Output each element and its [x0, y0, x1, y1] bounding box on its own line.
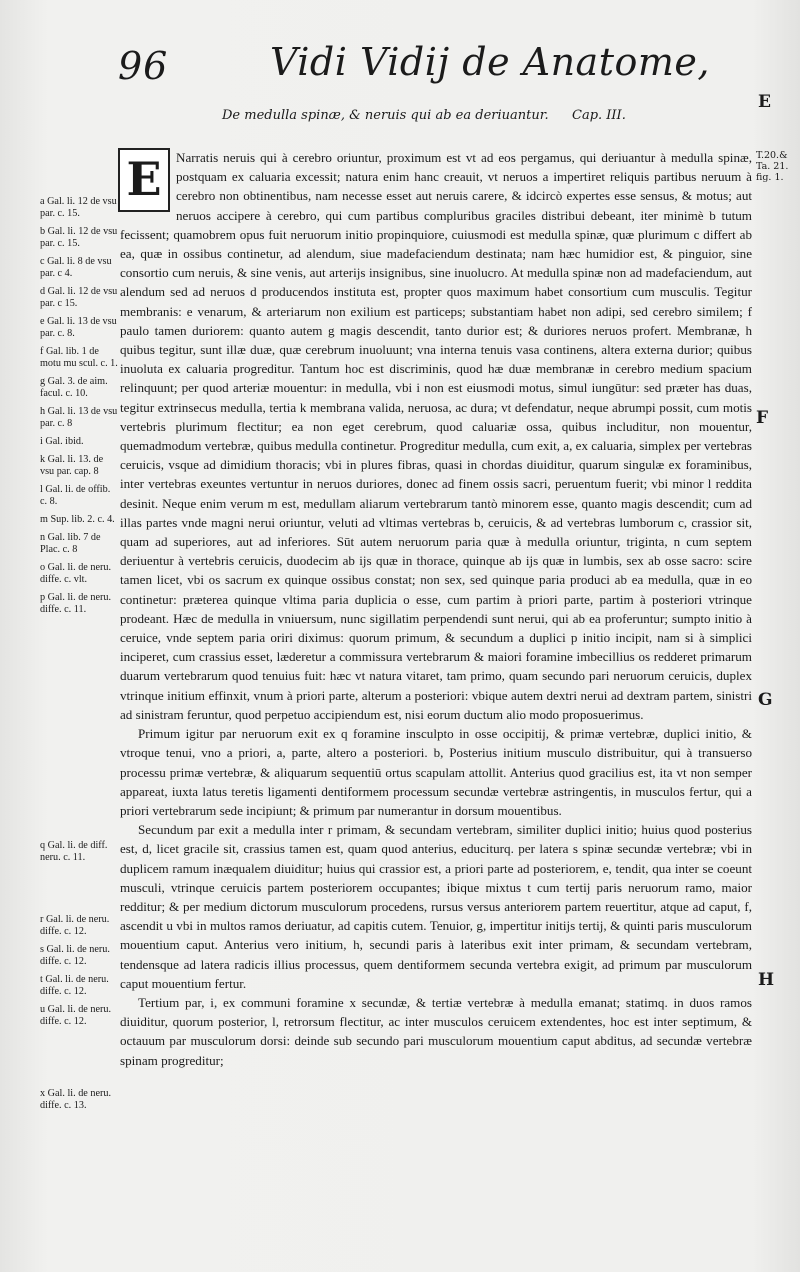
chapter-number: Cap. III. — [572, 108, 626, 123]
paragraph: Secundum par exit a medulla inter r primam, & secundam vertebram, similiter duplici initio; huius quod posterius est, d, licet gracile sit, crassius tamen est, quam quod anterius, educiturq. per latera s spinæ secundæ vertebræ; vbi in duplicem ramum inæqualem diuiditur; huius qui crassior est, a priori parte ad posteriorem, e, tendit, qua inter se coeunt musculi, vtrinque ceruicis partem posteriorem occupantes; ibique mixtus t cum tertij paris neruorum ramo, maior redditur; & per medium dictorum musculorum procedens, rursus versus anteriorem partem reuertitur, atque ad caput, f, ascendit u vbi in multos ramos deriuatur, ad capitis cutem. Tenuior, g, impertitur initijs tertij, & quinti paris musculorum mouentium caput. Anterius vero initium, h, secundi paris à lateribus exit inter primam, & secundam vertebram, tendensque ad latera radicis illius processus, quem dentiformem secunda vertebra exigit, ad primum par musculorum caput mouentium fertur. — [120, 822, 752, 991]
side-note: d Gal. li. 12 de vsu par. c 15. — [40, 286, 118, 309]
paragraph: Narratis neruis qui à cerebro oriuntur, proximum est vt ad eos pergamus, qui deriuantur à medulla spinæ, postquam ex caluaria excessit; natura enim hanc creauit, vt neruos a impertiret reliquis partibus neruum à cerebro non obtinentibus, nam necesse esset aut neruis carere, & idcircò expertes esse sensus, & motus; aut neruos accipere à cerebro, qui cum partibus compluribus graciles distribui debeant, iter minimè b tutum fecissent; quamobrem opus fuit neruorum initio propinquiore, cuiusmodi est medulla spinæ, quæ plurimum c differt ab ea, quæ in ossibus continetur, ad alendum, siue madefaciendum destinata; nam hæc humidior est, & pinguior, sine consortio cum neruis, & sine venis, aut arterijs insignibus, sine inuolucro. At medulla spinæ non ad madefaciendum, aut alendum sed ad neruos d producendos instituta est, propter quos maximum habet consortium cum musculis. Tegitur membranis: e venarum, & arteriarum non exilium est particeps; substantiam habet non adipi, sed cerebro similem; f paulo tamen duriorem: quanto autem g magis descendit, tanto durior est; & duriores neruos profert. Membranæ, h quibus tegitur, sunt illæ duæ, quæ cerebrum inuoluunt; vna interna tenuis vasa continens, altera externa durior; quibus inuoluta ex caluaria progreditur. Tantum hoc est discriminis, quod hæ duæ membranæ in cerebro medium spacium relinquunt; per quod arteriæ mouentur: in medulla, vbi i non est eiusmodi motus, simul iungūtur: sed præter has duas, tegitur extrinsecus medulla, tertia k membrana valida, neruosa, ac dura; vt defendatur, neque abrumpi possit, cum motis vertebris plurimum flectitur; ea non eget cerebrum, quod caluariæ ossa, quibus includitur, non mouentur, quemadmodum vertebræ, quibus medulla continetur. Progreditur medulla, cum exit, a, ex caluaria, simplex per vertebras ceruicis, vsque ad dimidium thoracis; vbi in plures fibras, quasi in chordas diuiditur, quarum singulæ ex foraminibus, inter vertebras exeuntes vertuntur in neruos duriores, donec ad finem ossis sacri, peruentum fuerit; vbi minor l reddita desinit. Neque enim verum m est, medullam aliarum vertebrarum tantò minorem esse, quanto magis descendit; cum ad illas partes vnde magni nerui oriuntur, veluti ad vltimas vertebras b, ceruicis, & ad vertebras lumborum c, crassior sit, quam ad superiores, aut ad inferiores. Sūt autem neruorum paria quæ à medulla oriuntur, triginta, n cum septem deriuentur à vertebris ceruicis, duodecim ab ijs quæ in thorace, quinque ab ijs quæ in lumbis, sex ab osse sacro: scire tamen licet, vbi os sacrum ex quinque ossibus constat; non sex, sed quinque paria produci ab ea medulla, quæ in eo continetur: præterea quinque vltima paria duplicia o esse, cum partim à priori parte, partim à posteriori vtrinque prodeant. Hæc de medulla in vniuersum, nunc sigillatim perpendendi sunt nerui, qui ab ea proferuntur; sumpto initio à ceruice, vnde septem paria oriri diximus: quorum primum, & secundum a duplici p initio incipit, nam si à simplici inciperet, cum crassius esset, læderetur a commissura vertebrarum & maiori foramine imbecillius os redderet primarum duarum vertebrarum quod tenuius fuit: hæc vt natura vitaret, tam primo, quam secundo pari neruorum ceruicis, duplex vtrinque initium effinxit, vnum à priori parte, alterum a posteriori: vbique autem dextri nerui ad dextram partem, sinistri ad sinistram feruntur, quod perpetuo accipiendum est, nisi eorum ductum alio modo proposuerimus. — [120, 150, 752, 722]
chapter-heading — [222, 108, 662, 123]
running-title: Vidi Vidij de Anatome, — [270, 40, 710, 84]
side-note: c Gal. li. 8 de vsu par. c 4. — [40, 256, 112, 279]
chapter-title: De medulla spinæ, & neruis qui ab ea deriuantur. — [222, 108, 549, 123]
paragraph: Tertium par, i, ex communi foramine x secundæ, & tertiæ vertebræ à medulla emanat; statimq. in duos ramos diuiditur, quorum posterior, l, retrorsum flectitur, ac inter musculos ceruicem extendentes, hoc est inter septimum, & octauum par musculorum dorsi: deinde sub secundo pari musculorum mouentium caput abditus, ad secundæ vertebræ spinam progreditur; — [120, 994, 752, 1068]
side-note: p Gal. li. de neru. diffe. c. 11. — [40, 592, 112, 615]
side-note: n Gal. lib. 7 de Plac. c. 8 — [40, 532, 101, 555]
side-note: m Sup. lib. 2. c. 4. — [40, 514, 115, 525]
side-note: l Gal. li. de offib. c. 8. — [40, 484, 111, 507]
side-note: e Gal. li. 13 de vsu par. c. 8. — [40, 316, 117, 339]
side-note: a Gal. li. 12 de vsu par. c. 15. — [40, 196, 117, 219]
side-note: k Gal. li. 13. de vsu par. cap. 8 — [40, 454, 104, 477]
margin-letter-g: G — [758, 690, 773, 710]
side-notes-block-1 — [40, 196, 118, 622]
margin-letter-e: E — [758, 92, 771, 112]
side-note: u Gal. li. de neru. diffe. c. 12. — [40, 1004, 112, 1027]
side-note: s Gal. li. de neru. diffe. c. 12. — [40, 944, 110, 967]
body-text — [120, 148, 752, 1070]
right-margin-note: T.20.& Ta. 21. fig. 1. — [756, 150, 789, 183]
side-note: g Gal. 3. de aim. facul. c. 10. — [40, 376, 108, 399]
side-note: i Gal. ibid. — [40, 436, 84, 447]
margin-letter-f: F — [756, 408, 769, 428]
side-note: h Gal. li. 13 de vsu par. c. 8 — [40, 406, 118, 429]
side-note: q Gal. li. de diff. neru. c. 11. — [40, 840, 108, 863]
paragraph: Primum igitur par neruorum exit ex q foramine insculpto in osse occipitij, & primæ vertebræ, duplici initio, & vtroque tenui, vno a priori, a, parte, altero a posteriori. b, Posterius initium musculo distribuitur, qui à transuerso processu primæ vertebræ, & aliquarum sequentiū ortus scapulam attollit. Anterius quod gracilius est, ita vt non semper appareat, iuxta latus teretis ligamenti dentiformem processum secundæ vertebræ astringentis, in musculos fertur, qui a priori vertebrarum sede incipiunt; & primum par numerantur in dorsum mouentibus. — [120, 726, 752, 818]
side-note: b Gal. li. 12 de vsu par. c. 15. — [40, 226, 118, 249]
side-note: f Gal. lib. 1 de motu mu scul. c. 1. — [40, 346, 118, 369]
page-number: 96 — [118, 44, 169, 88]
side-note: t Gal. li. de neru. diffe. c. 12. — [40, 974, 109, 997]
margin-letter-h: H — [758, 970, 775, 990]
side-note: r Gal. li. de neru. diffe. c. 12. — [40, 914, 110, 937]
side-note: o Gal. li. de neru. diffe. c. vlt. — [40, 562, 112, 585]
drop-cap: E — [118, 148, 170, 212]
side-note: x Gal. li. de neru. diffe. c. 13. — [40, 1088, 112, 1111]
side-notes-block-2 — [40, 840, 118, 1118]
